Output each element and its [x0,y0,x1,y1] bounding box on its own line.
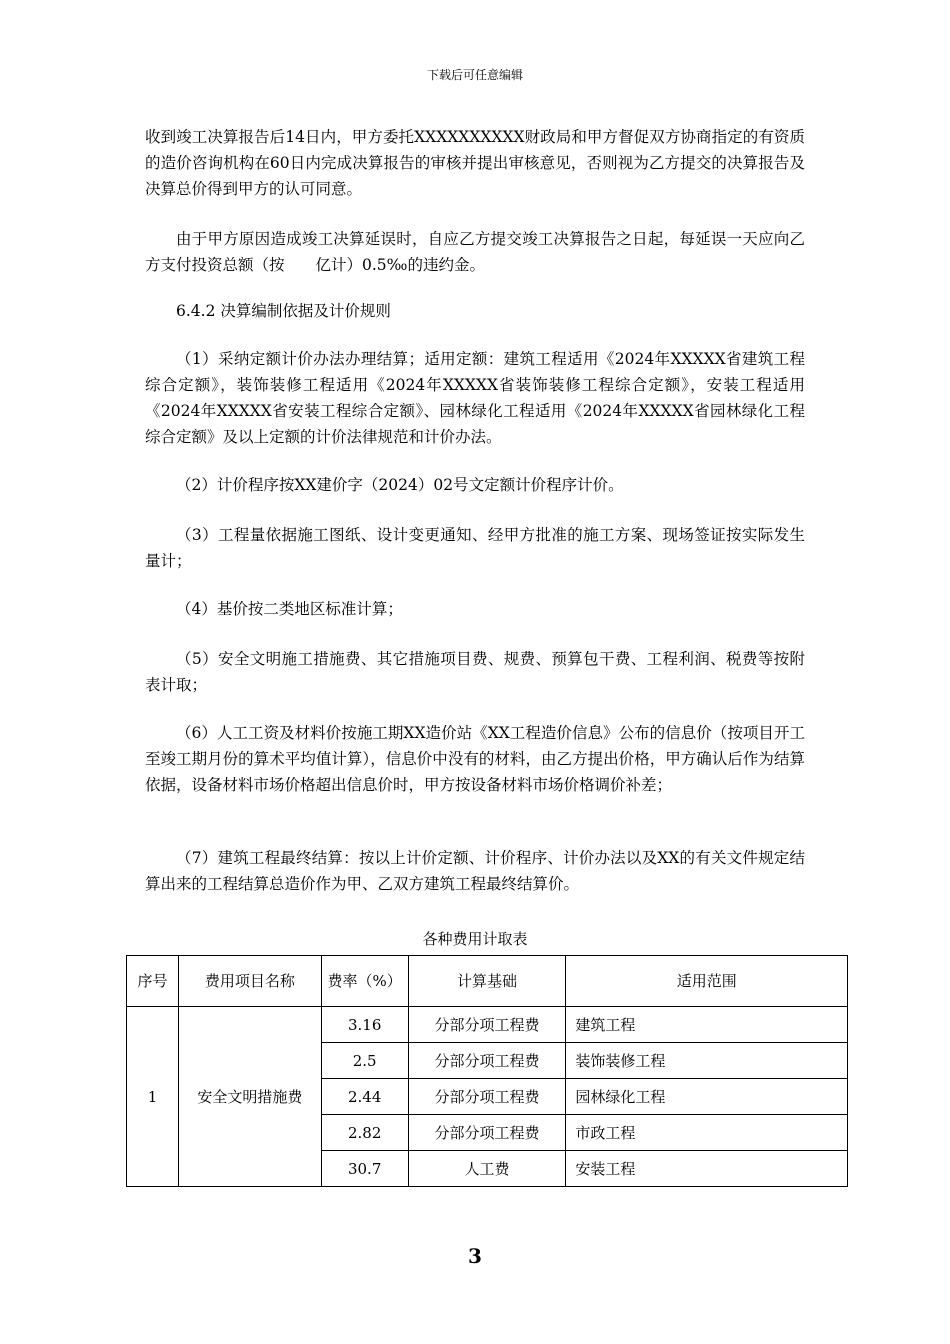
header-index: 序号 [127,956,179,1007]
cell-rate: 2.82 [321,1115,408,1151]
table-row [127,1007,848,1043]
header-rate: 费率（%） [321,956,408,1007]
cell-base: 人工费 [408,1151,566,1187]
cell-rate: 30.7 [321,1151,408,1187]
cell-scope: 装饰装修工程 [566,1043,848,1079]
page-number: 3 [468,1244,482,1268]
cell-scope: 建筑工程 [566,1007,848,1043]
cell-scope: 安装工程 [566,1151,848,1187]
cell-base: 分部分项工程费 [408,1115,566,1151]
paragraph-rule-5: （5）安全文明施工措施费、其它措施项目费、规费、预算包干费、工程利润、税费等按附表计取； [145,650,805,694]
cell-base: 分部分项工程费 [408,1007,566,1043]
cell-rate: 2.5 [321,1043,408,1079]
paragraph-rule-6: （6）人工工资及材料价按施工期XX造价站《XX工程造价信息》公布的信息价（按项目开工至竣工期月份的算术平均值计算），信息价中没有的材料，由乙方提出价格，甲方确认后作为结算依据，设备材料市场价格超出信息价时，甲方按设备材料市场价格调价补差； [145,724,805,794]
row-item-name: 安全文明措施费 [178,1007,321,1187]
row-index: 1 [127,1007,179,1187]
header-item-name: 费用项目名称 [178,956,321,1007]
header-base: 计算基础 [408,956,566,1007]
cell-scope: 市政工程 [566,1115,848,1151]
section-heading: 6.4.2 决算编制依据及计价规则 [176,302,391,320]
paragraph-rule-7: （7）建筑工程最终结算：按以上计价定额、计价程序、计价办法以及XX的有关文件规定结算出来的工程结算总造价作为甲、乙双方建筑工程最终结算价。 [145,849,805,893]
paragraph-rule-1: （1）采纳定额计价办法办理结算；适用定额：建筑工程适用《2024年XXXXX省建筑工程综合定额》，装饰装修工程适用《2024年XXXXX省装饰装修工程综合定额》，安装工程适用《2024年XXXXX省安装工程综合定额》、园林绿化工程适用《2024年XXXXX省园林绿化工程综合定额》及以上定额的计价法律规范和计价办法。 [145,350,805,446]
table-title: 各种费用计取表 [422,930,528,948]
cell-rate: 2.44 [321,1079,408,1115]
paragraph-settlement-review: 收到竣工决算报告后14日内，甲方委托XXXXXXXXXX财政局和甲方督促双方协商指定的有资质的造价咨询机构在60日内完成决算报告的审核并提出审核意见，否则视为乙方提交的决算报告及决算总价得到甲方的认可同意。 [145,128,805,198]
cell-rate: 3.16 [321,1007,408,1043]
header-scope: 适用范围 [566,956,848,1007]
paragraph-delay-penalty: 由于甲方原因造成竣工决算延误时，自应乙方提交竣工决算报告之日起，每延误一天应向乙方支付投资总额（按 亿计）0.5‰的违约金。 [145,230,805,274]
page-header: 下载后可任意编辑 [426,68,523,82]
fee-table [126,955,848,1187]
paragraph-rule-4: （4）基价按二类地区标准计算； [176,600,403,618]
paragraph-rule-3: （3）工程量依据施工图纸、设计变更通知、经甲方批准的施工方案、现场签证按实际发生量计； [145,526,805,570]
cell-base: 分部分项工程费 [408,1043,566,1079]
cell-base: 分部分项工程费 [408,1079,566,1115]
cell-scope: 园林绿化工程 [566,1079,848,1115]
table-header-row [127,956,848,1007]
paragraph-rule-2: （2）计价程序按XX建价字（2024）02号文定额计价程序计价。 [176,476,624,494]
